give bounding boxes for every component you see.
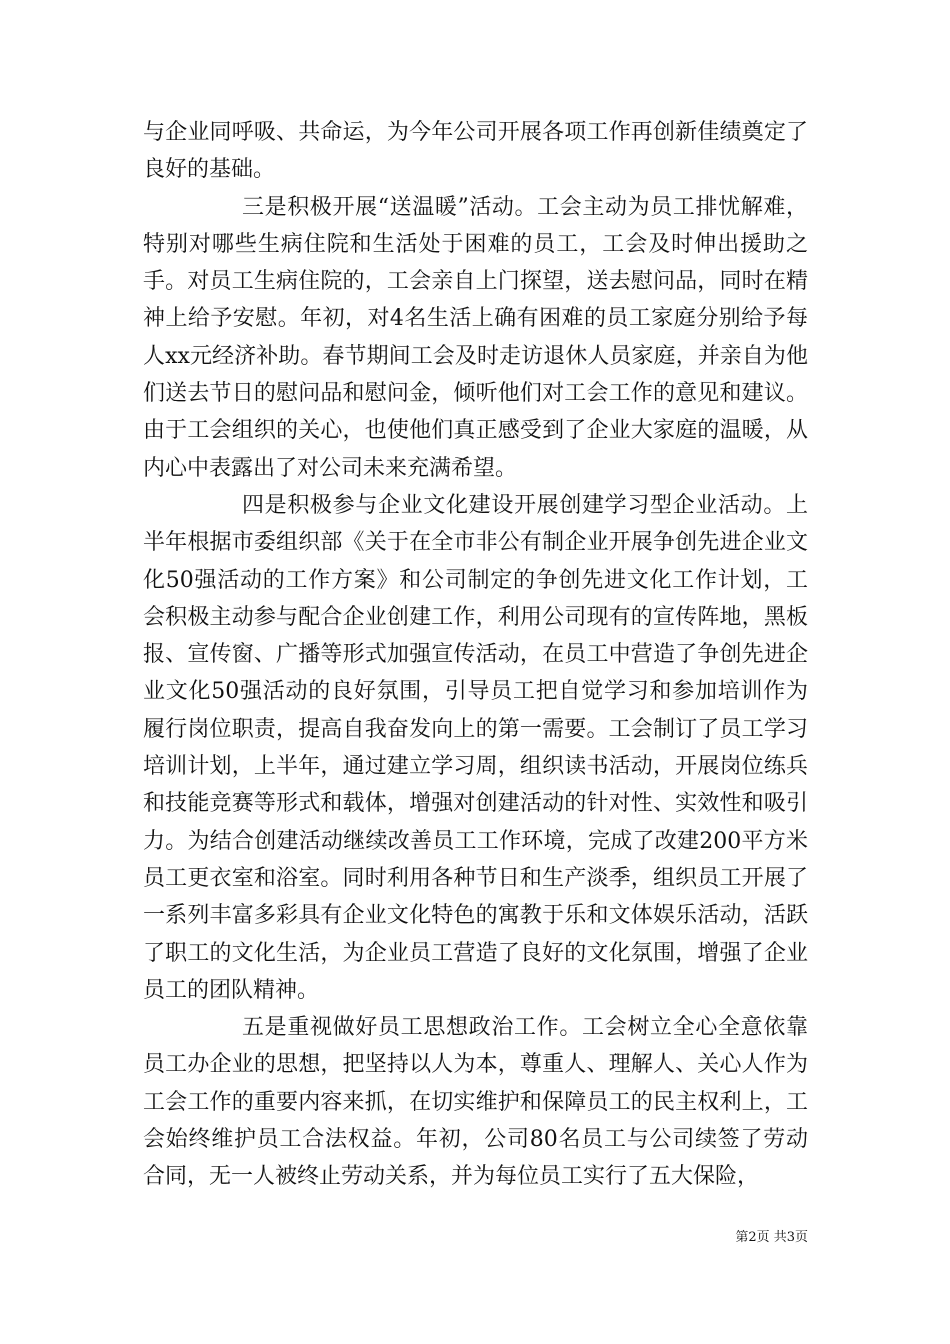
paragraph-corporate-culture: 四是积极参与企业文化建设开展创建学习型企业活动。上半年根据市委组织部《关于在全市非公有制企业开展争创先进企业文化50强活动的工作方案》和公司制定的争创先进文化工作计划，工会积极主动参与配合企业创建工作，利用公司现有的宣传阵地，黑板报、宣传窗、广播等形式加强宣传活动，在员工中营造了争创先进企业文化50强活动的良好氛围，引导员工把自觉学习和参加培训作为履行岗位职责，提高自我奋发向上的第一需要。工会制订了员工学习培训计划，上半年，通过建立学习周，组织读书活动，开展岗位练兵和技能竞赛等形式和载体，增强对创建活动的针对性、实效性和吸引力。为结合创建活动继续改善员工工作环境，完成了改建200平方米员工更衣室和浴室。同时利用各种节日和生产淡季，组织员工开展了一系列丰富多彩具有企业文化特色的寓教于乐和文体娱乐活动，活跃了职工的文化生活，为企业员工营造了良好的文化氛围，增强了企业员工的团队精神。 [143,492,808,1003]
paragraph-political-work: 五是重视做好员工思想政治工作。工会树立全心全意依靠员工办企业的思想，把坚持以人为本，尊重人、理解人、关心人作为工会工作的重要内容来抓，在切实维护和保障员工的民主权利上，工会始终维护员工合法权益。年初，公司80名员工与公司续签了劳动合同，无一人被终止劳动关系，并为每位员工实行了五大保险， [143,1015,808,1190]
page-number-footer: 第2页 共3页 [735,1230,808,1245]
paragraph-warmth-activity: 三是积极开展“送温暖”活动。工会主动为员工排忧解难，特别对哪些生病住院和生活处于困难的员工，工会及时伸出援助之手。对员工生病住院的，工会亲自上门探望，送去慰问品，同时在精神上给予安慰。年初，对4名生活上确有困难的员工家庭分别给予每人xx元经济补助。春节期间工会及时走访退休人员家庭，并亲自为他们送去节日的慰问品和慰问金，倾听他们对工会工作的意见和建议。由于工会组织的关心，也使他们真正感受到了企业大家庭的温暖，从内心中表露出了对公司未来充满希望。 [143,194,808,481]
paragraph-continuation: 与企业同呼吸、共命运，为今年公司开展各项工作再创新佳绩奠定了良好的基础。 [143,120,808,183]
body-text [143,114,808,1196]
